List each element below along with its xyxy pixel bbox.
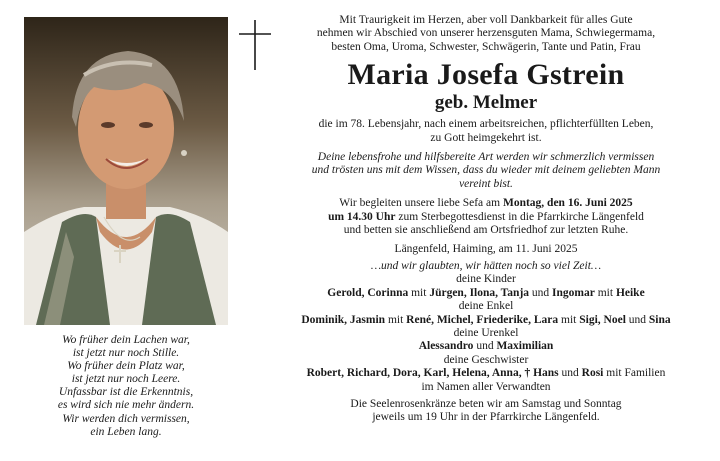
grandchildren-heading: deine Enkel [458, 300, 514, 313]
place-date: Längenfeld, Haiming, am 11. Juni 2025 [394, 243, 578, 256]
quote: …und wir glaubten, wir hätten noch so viel Zeit… [370, 259, 602, 272]
names: Rosi [581, 367, 604, 380]
names: Gerold, Corinna [327, 286, 409, 299]
poem-line: ein Leben lang. [90, 425, 162, 438]
deceased-name: Maria Josefa Gstrein [347, 58, 625, 92]
children-heading: deine Kinder [456, 273, 516, 286]
connector: mit [385, 313, 407, 326]
funeral-time: um 14.30 Uhr [328, 210, 396, 223]
names: Robert, Richard, Dora, Karl, Helena, Anna, † Hans [306, 367, 559, 380]
poem-line: Wo früher dein Platz war, [67, 360, 185, 373]
latin-cross-icon [239, 20, 271, 70]
children-names [270, 287, 702, 300]
intro-line: besten Oma, Uroma, Schwester, Schwägerin, Tante und Patin, Frau [331, 40, 641, 53]
tribute-line: und trösten uns mit dem Wissen, dass du wieder mit deinem geliebten Mann [311, 164, 661, 177]
funeral-line-2 [270, 211, 702, 224]
funeral-intro: Wir begleiten unsere liebe Sefa am [339, 197, 503, 210]
life-line: zu Gott heimgekehrt ist. [430, 131, 542, 144]
funeral-line-3: und betten sie anschließend am Ortsfriedhof zur letzten Ruhe. [343, 224, 629, 237]
connector: und [558, 367, 582, 380]
names: Heike [615, 286, 645, 299]
tribute-line: vereint bist. [459, 177, 513, 190]
connector: und [473, 340, 497, 353]
maiden-name: geb. Melmer [434, 92, 538, 114]
relatives-closing: im Namen aller Verwandten [421, 380, 551, 393]
rosary-line: Die Seelenrosenkränze beten wir am Samstag und Sonntag [350, 397, 622, 410]
funeral-service: zum Sterbegottesdienst in die Pfarrkirche Längenfeld [395, 210, 644, 223]
connector: und [529, 286, 553, 299]
great-grandchildren-heading: deine Urenkel [453, 326, 519, 339]
names: René, Michel, Friederike, Lara [406, 313, 559, 326]
connector: mit Familien [603, 367, 666, 380]
names: Maximilian [496, 340, 554, 353]
intro-line: nehmen wir Abschied von unserer herzensguten Mama, Schwiegermama, [316, 27, 656, 40]
poem-line: es wird sich nie mehr ändern. [57, 399, 195, 412]
names: Alessandro [418, 340, 474, 353]
names: Ingomar [552, 286, 595, 299]
poem-line: Unfassbar ist die Erkenntnis, [58, 386, 194, 399]
portrait-photo [24, 17, 228, 325]
names: Sina [648, 313, 671, 326]
funeral-date: Montag, den 16. Juni 2025 [502, 197, 633, 210]
connector: und [625, 313, 649, 326]
connector: mit [558, 313, 580, 326]
rosary-line: jeweils um 19 Uhr in der Pfarrkirche Längenfeld. [372, 411, 600, 424]
portrait-illustration [24, 17, 228, 325]
great-grandchildren-names [270, 340, 702, 353]
obituary-text [270, 14, 702, 425]
connector: mit [594, 286, 616, 299]
names: Dominik, Jasmin [301, 313, 386, 326]
siblings-names [270, 367, 702, 380]
grandchildren-names [270, 314, 702, 327]
poem-line: Wir werden dich vermissen, [62, 412, 190, 425]
names: Jürgen, Ilona, Tanja [429, 286, 530, 299]
poem-line: ist jetzt nur noch Leere. [71, 373, 181, 386]
tribute-line: Deine lebensfrohe und hilfsbereite Art werden wir schmerzlich vermissen [317, 151, 655, 164]
life-line: die im 78. Lebensjahr, nach einem arbeitsreichen, pflichterfüllten Leben, [318, 118, 654, 131]
funeral-line-1 [270, 197, 702, 210]
connector: mit [408, 286, 430, 299]
siblings-heading: deine Geschwister [443, 353, 529, 366]
poem-line: ist jetzt nur noch Stille. [72, 347, 180, 360]
memorial-poem [24, 334, 228, 439]
names: Sigi, Noel [579, 313, 626, 326]
poem-line: Wo früher dein Lachen war, [62, 334, 190, 346]
intro-line: Mit Traurigkeit im Herzen, aber voll Dankbarkeit für alles Gute [339, 14, 633, 26]
